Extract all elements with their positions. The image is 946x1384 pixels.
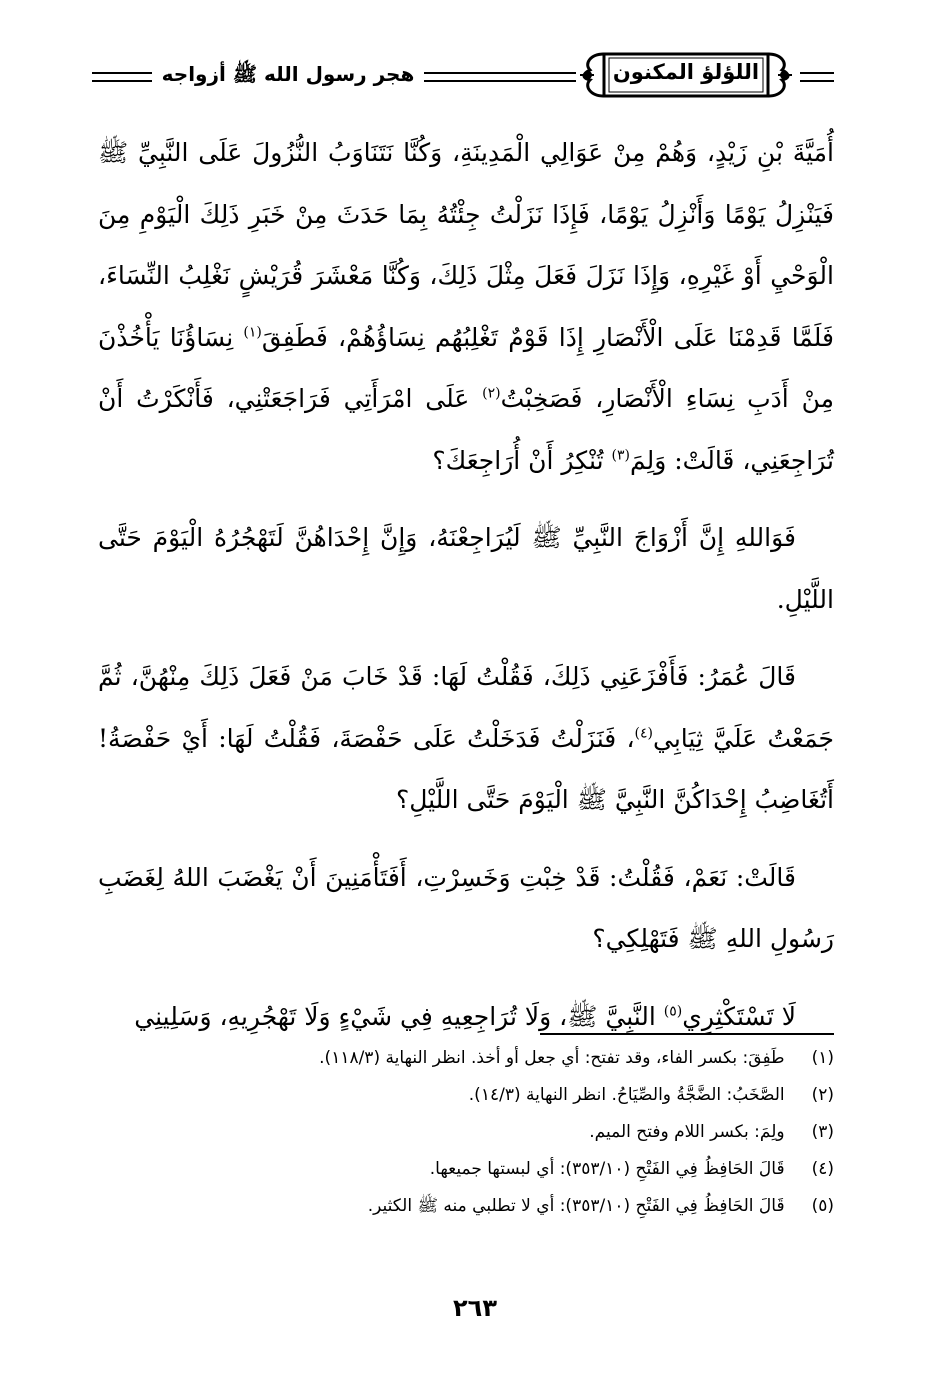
footnote-reference: (٢): [482, 385, 501, 402]
book-title-ornament: [580, 50, 792, 100]
footnote-text: ولِمَ: بكسر اللام وفتح الميم.: [589, 1122, 785, 1142]
paragraph-text: نِسَاؤُنَا يَأْخُذْنَ مِنْ أَدَبِ نِسَاءِ الْأَنْصَارِ، فَصَخِبْتُ: [98, 322, 834, 413]
footnote-number: (٣): [811, 1122, 834, 1142]
paragraph: [98, 646, 834, 831]
footnote-number: (٥): [811, 1196, 834, 1216]
paragraph: [98, 507, 834, 630]
footnote: [180, 1040, 834, 1077]
paragraph: [98, 986, 834, 1048]
footnote-separator: [540, 1033, 834, 1035]
paragraph-text: أُمَيَّةَ بْنِ زَيْدٍ، وَهُمْ مِنْ عَوَالِي الْمَدِينَةِ، وَكُنَّا نَتَنَاوَبُ النُّزُولَ عَلَى النَّبِيِّ ﷺ فَيَنْزِلُ يَوْمًا وَأَنْزِلُ يَوْمًا، فَإِذَا نَزَلْتُ جِئْتُهُ بِمَا حَدَثَ مِنْ خَبَرِ ذَلِكَ الْيَوْمِ مِنَ الْوَحْيِ أَوْ غَيْرِهِ، وَإِذَا نَزَلَ فَعَلَ مِثْلَ ذَلِكَ، وَكُنَّا مَعْشَرَ قُرَيْشٍ نَغْلِبُ النِّسَاءَ، فَلَمَّا قَدِمْنَا عَلَى الْأَنْصَارِ إِذَا قَوْمٌ تَغْلِبُهُم نِسَاؤُهُمْ، فَطَفِقَ: [98, 138, 834, 352]
footnote-text: الصَّخَبُ: الضَّجَّةُ والصِّيَاحُ. انظر النهاية (١٤/٣).: [468, 1085, 785, 1105]
footnote-text: قَالَ الحَافِظُ فِي الفَتْحِ (٣٥٣/١٠): أي لبستها جميعها.: [429, 1159, 785, 1179]
paragraph: [98, 847, 834, 970]
footnote-reference: (٤): [634, 725, 654, 742]
paragraph: [98, 122, 834, 491]
footnote-reference: (٥): [663, 1003, 683, 1020]
header-rule-right: [800, 72, 834, 82]
footnote-text: طَفِقَ: بكسر الفاء، وقد تفتح: أي جعل أو أخذ. انظر النهاية (١١٨/٣).: [319, 1048, 785, 1068]
paragraph-text: تُنْكِرُ أَنْ أُرَاجِعَكَ؟: [432, 445, 612, 475]
footnote-text: قَالَ الحَافِظُ فِي الفَتْحِ (٣٥٣/١٠): أي لا تطلبي منه ﷺ الكثير.: [367, 1196, 785, 1216]
paragraph-text: قَالَتْ: نَعَمْ، فَقُلْتُ: قَدْ خِبْتِ وَخَسِرْتِ، أَفَتَأْمَنِينَ أَنْ يَغْضَبَ اللهُ لِغَضَبِ رَسُولِ اللهِ ﷺ فَتَهْلِكِي؟: [98, 862, 834, 953]
footnote: [180, 1151, 834, 1188]
paragraph-text: النَّبِيَّ ﷺ، وَلَا تُرَاجِعِيهِ فِي شَيْءٍ وَلَا تَهْجُرِيهِ، وَسَلِينِي: [134, 1001, 664, 1031]
footnote: [180, 1077, 834, 1114]
paragraph-text: ، فَنَزَلْتُ فَدَخَلْتُ عَلَى حَفْصَةَ، فَقُلْتُ لَهَا: أَيْ حَفْصَةُ! أَتُغَاضِبُ إِحْدَاكُنَّ النَّبِيَّ ﷺ الْيَوْمَ حَتَّى اللَّيْلِ؟: [98, 723, 834, 814]
footnote-reference: (١): [243, 324, 262, 341]
footnote-number: (٢): [811, 1085, 834, 1105]
paragraph-text: لَا تَسْتَكْثِرِي: [682, 1001, 796, 1031]
page-header: [92, 46, 834, 104]
page-number: ٢٦٣: [453, 1294, 497, 1322]
footnote-number: (٤): [811, 1159, 834, 1179]
header-rule-middle: [424, 72, 576, 82]
footnote: [180, 1114, 834, 1151]
paragraph-text: فَوَاللهِ إِنَّ أَزْوَاجَ النَّبِيِّ ﷺ لَيُرَاجِعْنَهُ، وَإِنَّ إِحْدَاهُنَّ لَتَهْجُرُهُ الْيَوْمَ حَتَّى اللَّيْلِ.: [98, 523, 834, 614]
footnotes: [180, 1040, 834, 1225]
footnote-reference: (٣): [611, 447, 630, 464]
footnote-number: (١): [811, 1048, 834, 1068]
chapter-title: هجر رسول الله ﷺ أزواجه: [161, 62, 415, 86]
footnote: [180, 1188, 834, 1225]
book-title: اللؤلؤ المكنون: [612, 60, 760, 84]
header-rule-left: [92, 72, 152, 82]
paragraph-text: عَلَى امْرَأَتِي فَرَاجَعَتْنِي، فَأَنْكَرْتُ أَنْ تُرَاجِعَنِي، قَالَتْ: وَلِمَ: [98, 384, 834, 475]
paragraph-text: قَالَ عُمَرُ: فَأَفْزَعَنِي ذَلِكَ، فَقُلْتُ لَهَا: قَدْ خَابَ مَنْ فَعَلَ ذَلِكَ مِنْهُنَّ، ثُمَّ جَمَعْتُ عَلَيَّ ثِيَابِي: [98, 662, 834, 753]
main-text: [98, 122, 834, 1063]
